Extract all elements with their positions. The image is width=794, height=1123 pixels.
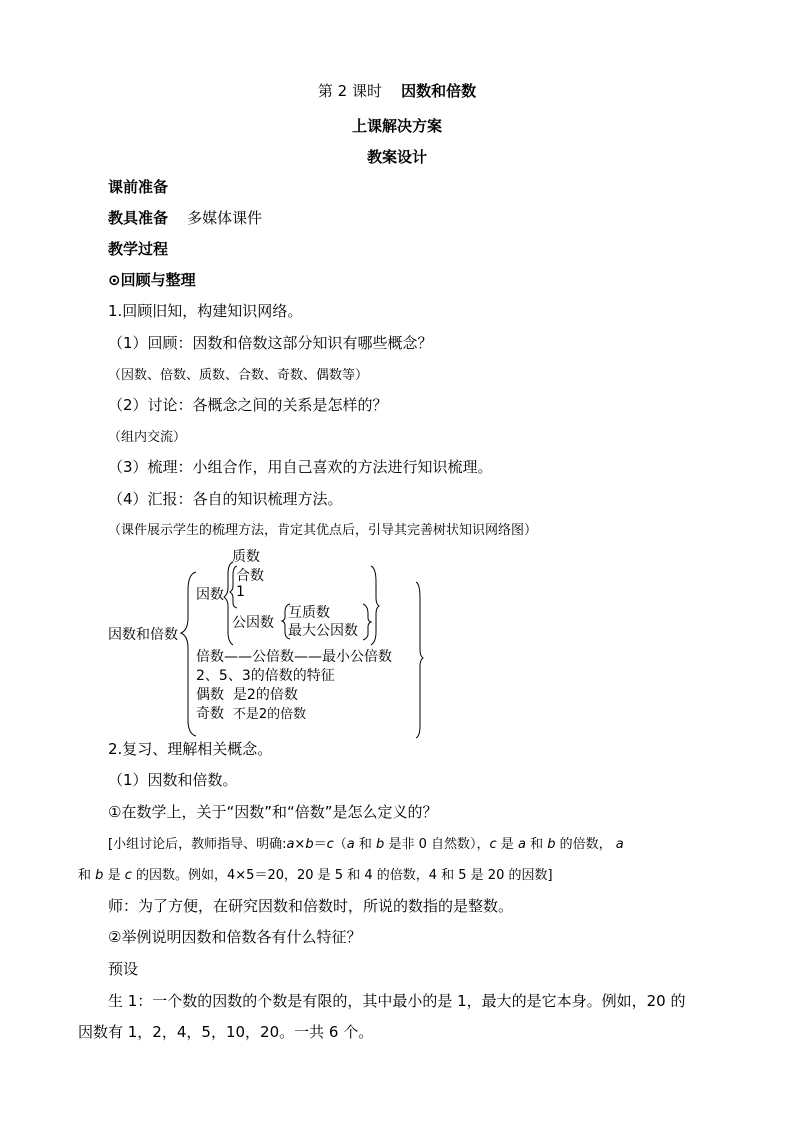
tree-multiple: 倍数: [196, 649, 224, 665]
tree-common-factor: 公因数: [232, 615, 274, 631]
student-answer-line1: 生 1：一个数的因数的个数是有限的，其中最小的是 1，最大的是它本身。例如，20 的: [108, 992, 686, 1010]
lesson-number: 第 2 课时: [317, 82, 382, 100]
times-sign: ×: [294, 837, 306, 852]
tree-even-desc: 是2的倍数: [232, 687, 298, 703]
var-b: b: [547, 837, 556, 852]
factor-close: [371, 566, 379, 645]
var-b: b: [95, 868, 104, 883]
var-a: a: [346, 837, 355, 852]
var-b: b: [376, 837, 385, 852]
lesson-subtitle: 上课解决方案: [351, 117, 442, 135]
tree-multiple-line: [196, 646, 392, 666]
note-text: 和: [530, 837, 544, 852]
part1-a2: （组内交流）: [108, 430, 187, 445]
lesson-topic: 因数和倍数: [401, 82, 477, 100]
part1-q2: （2）讨论：各概念之间的关系是怎样的？: [108, 396, 388, 414]
part1-title: 1.回顾旧知，构建知识网络。: [108, 302, 303, 320]
outer-close: [416, 582, 423, 738]
tree-even: 偶数: [196, 687, 224, 703]
part1-a4: （课件展示学生的梳理方法，肯定其优点后，引导其完善树状知识网络图）: [108, 523, 538, 538]
part2-c2: ②举例说明因数和倍数各有什么特征？: [108, 928, 362, 946]
tools-value: 多媒体课件: [187, 209, 263, 227]
part1-q4: （4）汇报：各自的知识梳理方法。: [108, 490, 343, 508]
tree-feature: 2、5、3的倍数的特征: [196, 668, 335, 684]
common-factor-close: [363, 604, 371, 640]
preset-label: 预设: [108, 960, 139, 978]
var-a: a: [517, 837, 526, 852]
part1-a1: （因数、倍数、质数、合数、奇数、偶数等）: [108, 368, 369, 383]
var-c: c: [124, 868, 132, 883]
tree-root: 因数和倍数: [108, 627, 178, 643]
tree-even-line: [196, 684, 298, 704]
tree-composite: 合数: [236, 568, 264, 584]
note-text: （: [333, 837, 347, 852]
part2-s1: （1）因数和倍数。: [108, 771, 238, 789]
tree-lcm: 最小公倍数: [322, 649, 392, 665]
tools-label: 教具准备: [108, 209, 169, 227]
tree-dash-1: ——: [224, 649, 252, 665]
part1-q1: （1）回顾：因数和倍数这部分知识有哪些概念？: [108, 334, 433, 352]
definition-note-line2: [78, 864, 553, 883]
var-a: a: [615, 837, 624, 852]
note-text: 和: [78, 868, 92, 883]
student-answer-line2: 因数有 1，2，4，5，10，20。一共 6 个。: [78, 1023, 374, 1041]
tree-odd-desc: 不是2的倍数: [232, 707, 307, 722]
note-text: 的因数。例如，4×5＝20，20 是 5 和 4 的倍数，4 和 5 是 20 的因数]: [136, 868, 553, 883]
note-text: [小组讨论后，教师指导、明确:: [108, 837, 287, 852]
note-text: 的倍数，: [559, 837, 612, 852]
part2-c1: ①在数学上，关于“因数”和“倍数”是怎么定义的？: [108, 803, 438, 821]
part2-title: 2.复习、理解相关概念。: [108, 740, 273, 758]
process-heading: 教学过程: [108, 240, 169, 258]
var-c: c: [489, 837, 497, 852]
teacher-remark: 师：为了方便，在研究因数和倍数时，所说的数指的是整数。: [108, 897, 514, 915]
var-a: a: [286, 837, 295, 852]
note-text: 是: [500, 837, 514, 852]
prep-heading: 课前准备: [108, 178, 169, 196]
section-title: 教案设计: [366, 148, 427, 166]
tree-gcf: 最大公因数: [288, 623, 358, 639]
tree-dash-2: ——: [294, 649, 322, 665]
var-b: b: [305, 837, 314, 852]
var-c: c: [326, 837, 334, 852]
tree-prime: 质数: [232, 549, 260, 565]
tree-factor: 因数: [196, 587, 224, 603]
main-brace: [181, 572, 196, 736]
equals-sign: ＝: [313, 837, 327, 852]
part1-q3: （3）梳理：小组合作，用自己喜欢的方法进行知识梳理。: [108, 458, 493, 476]
tree-odd-line: [196, 703, 306, 723]
tree-one: 1: [236, 584, 245, 600]
note-text: 是: [107, 868, 121, 883]
definition-note-line1: [108, 833, 624, 852]
review-heading: ⊙回顾与整理: [108, 271, 196, 289]
tree-odd: 奇数: [196, 706, 224, 722]
note-text: 和: [358, 837, 372, 852]
note-text: 是非 0 自然数），: [388, 837, 490, 852]
tree-coprime: 互质数: [288, 605, 330, 621]
factor-brace: [224, 562, 233, 645]
tree-common-multiple: 公倍数: [252, 649, 294, 665]
